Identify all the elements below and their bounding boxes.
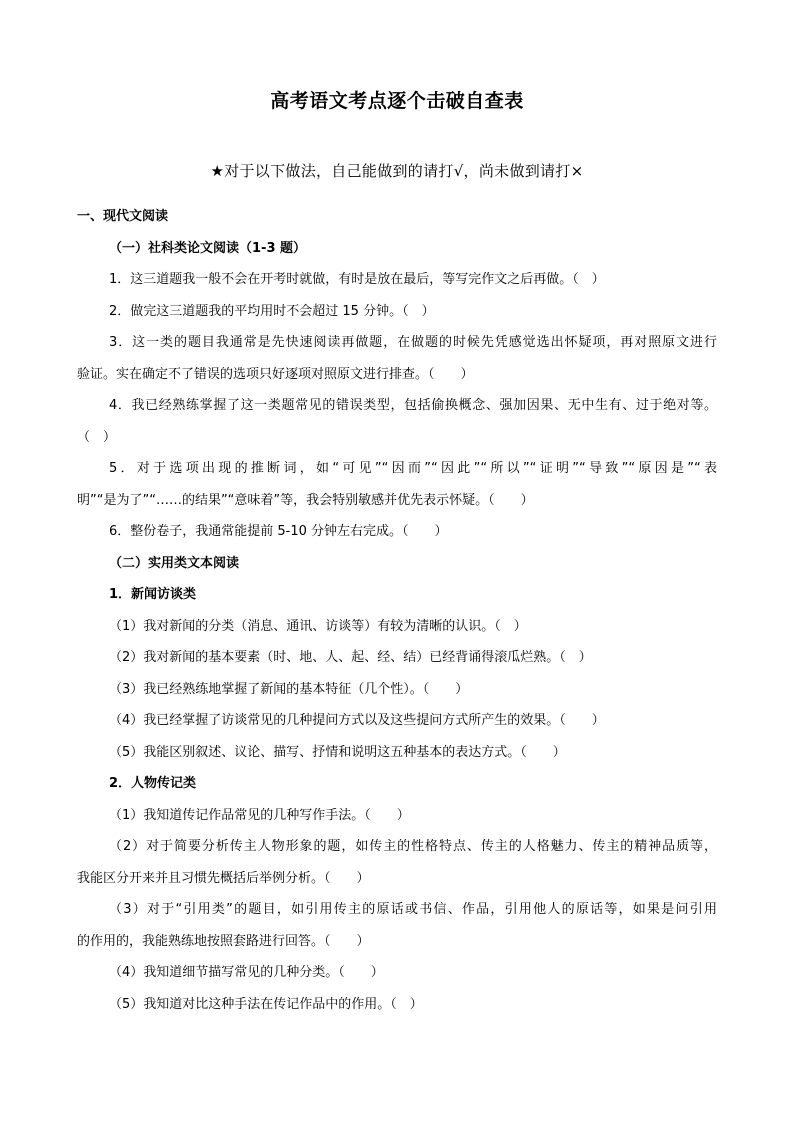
checklist-item: （2）我对新闻的基本要素（时、地、人、起、经、结）已经背诵得滚瓜烂熟。（ ） bbox=[109, 650, 592, 665]
subsection-heading: （一）社科类论文阅读（1-3 题） bbox=[109, 240, 307, 256]
checklist-item-continuation: 验证。实在确定不了错误的选项只好逐项对照原文进行排查。（ ） bbox=[77, 366, 474, 382]
document-title: 高考语文考点逐个击破自查表 bbox=[270, 90, 524, 112]
checklist-item: （1）我对新闻的分类（消息、通讯、访谈等）有较为清晰的认识。（ ） bbox=[109, 618, 527, 634]
checklist-item-continuation: 的作用的，我能熟练地按照套路进行回答。（ ） bbox=[77, 933, 370, 949]
checklist-item-continuation: 我能区分开来并且习惯先概括后举例分析。（ ） bbox=[77, 870, 370, 886]
checklist-item-continuation: （ ） bbox=[77, 429, 117, 445]
checklist-item: （3）我已经熟练地掌握了新闻的基本特征（几个性）。（ ） bbox=[109, 681, 469, 697]
checklist-item: 4．我已经熟练掌握了这一类题常见的错误类型，包括偷换概念、强加因果、无中生有、过于绝对等。 bbox=[109, 398, 717, 413]
section-heading: 一、现代文阅读 bbox=[77, 209, 169, 224]
checklist-item: （4）我知道细节描写常见的几种分类。（ ） bbox=[109, 965, 384, 980]
checklist-item: （2）对于简要分析传主人物形象的题，如传主的性格特点、传主的人格魅力、传主的精神品质等， bbox=[109, 839, 717, 854]
checklist-item: （3）对于“引用类”的题目，如引用传主的原话或书信、作品，引用他人的原话等，如果是问引用 bbox=[109, 902, 717, 917]
checklist-item: （5）我能区别叙述、议论、描写、抒情和说明这五种基本的表达方式。（ ） bbox=[109, 744, 566, 760]
checklist-item: 6．整份卷子，我通常能提前 5-10 分钟左右完成。（ ） bbox=[109, 524, 448, 539]
subsection-heading: 2．人物传记类 bbox=[109, 776, 197, 791]
instruction-line: ★对于以下做法，自己能做到的请打√，尚未做到请打× bbox=[210, 162, 584, 180]
checklist-item: （5）我知道对比这种手法在传记作品中的作用。（ ） bbox=[109, 996, 423, 1012]
checklist-item: 3．这一类的题目我通常是先快速阅读再做题，在做题的时候先凭感觉选出怀疑项，再对照原文进行 bbox=[109, 335, 717, 350]
checklist-item: （1）我知道传记作品常见的几种写作手法。（ ） bbox=[109, 807, 410, 823]
subsection-heading: 1．新闻访谈类 bbox=[109, 587, 197, 602]
checklist-item: 2．做完这三道题我的平均用时不会超过 15 分钟。（ ） bbox=[109, 303, 435, 319]
checklist-item: （4）我已经掌握了访谈常见的几种提问方式以及这些提问方式所产生的效果。（ ） bbox=[109, 713, 605, 728]
checklist-body bbox=[77, 201, 717, 1020]
subsection-heading: （二）实用类文本阅读 bbox=[109, 555, 240, 571]
checklist-item: 1．这三道题我一般不会在开考时就做，有时是放在最后，等写完作文之后再做。（ ） bbox=[109, 272, 605, 287]
checklist-item-continuation: 明”“是为了”“……的结果”“意味着”等，我会特别敏感并优先表示怀疑。（ ） bbox=[77, 492, 534, 508]
checklist-item: 5．对于选项出现的推断词，如“可见”“因而”“因此”“所以”“证明”“导致”“原因是”“表 bbox=[109, 461, 717, 476]
